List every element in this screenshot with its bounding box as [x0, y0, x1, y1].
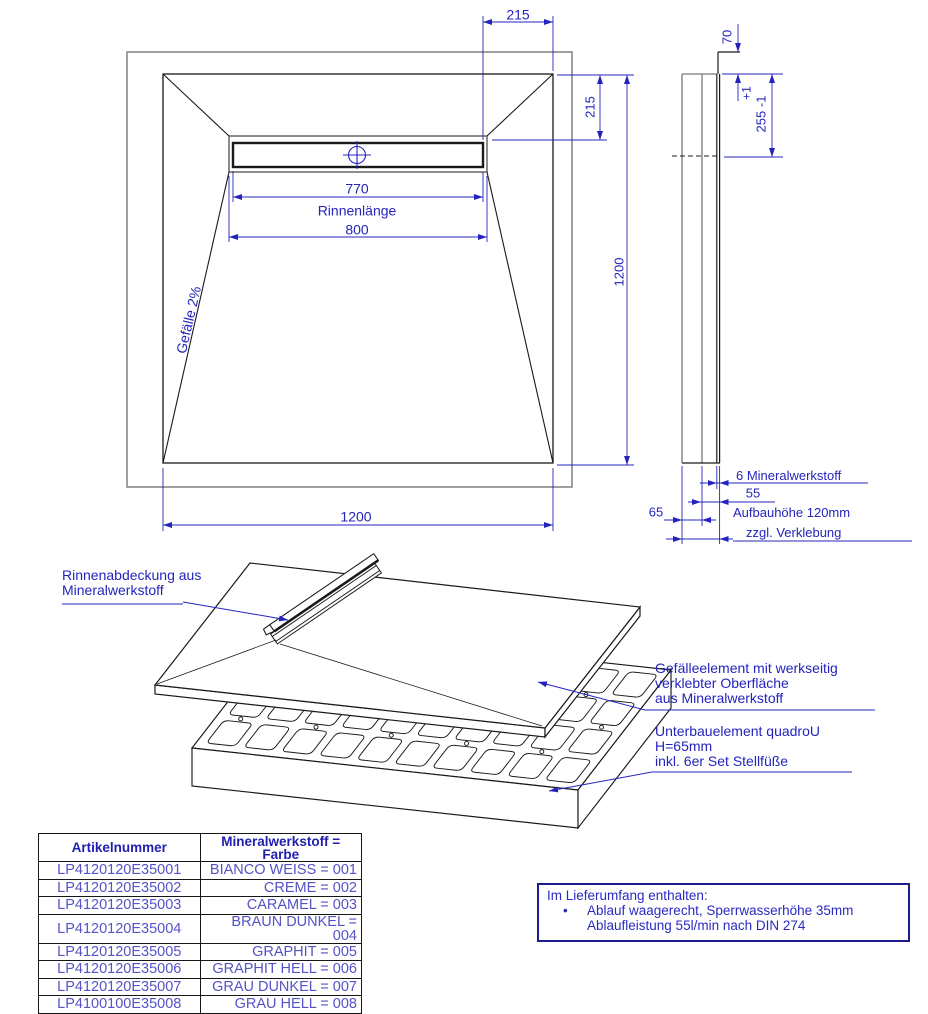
article-number: LP4120120E35007 — [39, 978, 201, 996]
dim-255: 255 -1 — [753, 95, 769, 133]
channel-length-label: Rinnenlänge — [317, 202, 397, 219]
color-code: CREME = 002 — [200, 879, 362, 897]
table-row — [39, 914, 362, 943]
delivery-scope-line1: Ablauf waagerecht, Sperrwasserhöhe 35mm — [587, 903, 854, 918]
color-code: GRAU DUNKEL = 007 — [200, 978, 362, 996]
plan-element-outline — [163, 74, 553, 463]
dim-channel-800: 800 — [345, 221, 369, 238]
table-row — [39, 897, 362, 915]
plan-dimension-lines — [163, 22, 627, 525]
article-number: LP4120120E35005 — [39, 943, 201, 961]
label-channel-cover: Rinnenabdeckung aus Mineralwerkstoff — [62, 567, 202, 598]
bullet-icon: • — [563, 903, 568, 918]
color-code: CARAMEL = 003 — [200, 897, 362, 915]
label-slope-element: Gefälleelement mit werkseitig verklebter Oberfläche aus Mineralwerkstoff — [655, 660, 838, 706]
article-number: LP4120120E35001 — [39, 862, 201, 880]
color-code: GRAU HELL = 008 — [200, 996, 362, 1014]
dim-55: 55 — [745, 485, 761, 501]
dim-bottom-1200: 1200 — [340, 508, 372, 525]
note-build-height-2: zzgl. Verklebung — [746, 525, 842, 540]
slope-percentage-label: Gefälle 2% — [173, 284, 205, 356]
delivery-scope-item — [563, 903, 908, 918]
article-number: LP4120120E35003 — [39, 897, 201, 915]
delivery-scope-line2: Ablaufleistung 55l/min nach DIN 274 — [587, 918, 806, 933]
article-number: LP4120120E35004 — [39, 914, 201, 943]
dim-65: 65 — [648, 504, 664, 520]
table-header-artikelnummer: Artikelnummer — [39, 834, 201, 862]
table-header-farbe: Mineralwerkstoff = Farbe — [200, 834, 362, 862]
dim-top-215: 215 — [506, 6, 530, 23]
dim-right-215: 215 — [582, 96, 598, 118]
plan-slope-fold-lines — [163, 74, 553, 463]
side-view-drawing — [664, 24, 912, 544]
color-code: GRAPHIT HELL = 006 — [200, 961, 362, 979]
plan-view-drawing — [127, 16, 634, 531]
dim-right-1200: 1200 — [611, 257, 627, 287]
dim-channel-770: 770 — [345, 180, 369, 197]
note-mineral-thickness: 6 Mineralwerkstoff — [736, 468, 842, 483]
color-code: BRAUN DUNKEL = 004 — [200, 914, 362, 943]
table-row — [39, 879, 362, 897]
dim-70: 70 — [719, 29, 735, 45]
table-header-row — [39, 834, 362, 862]
table-row — [39, 961, 362, 979]
delivery-scope-box — [537, 883, 910, 942]
table-row — [39, 996, 362, 1014]
table-row — [39, 943, 362, 961]
table-row — [39, 862, 362, 880]
article-number: LP4100100E35008 — [39, 996, 201, 1014]
article-table — [38, 833, 362, 1014]
table-row — [39, 978, 362, 996]
article-number: LP4120120E35002 — [39, 879, 201, 897]
note-build-height-1: Aufbauhöhe 120mm — [733, 505, 851, 520]
delivery-scope-title: Im Lieferumfang enthalten: — [547, 888, 708, 903]
label-base-element: Unterbauelement quadroU H=65mm inkl. 6er Set Stellfüße — [655, 723, 820, 769]
tolerance-plus: +1 — [739, 86, 754, 100]
article-number: LP4120120E35006 — [39, 961, 201, 979]
plan-extension-lines — [163, 16, 634, 531]
plan-outer-frame — [127, 52, 572, 487]
drain-symbol-icon — [343, 141, 371, 169]
color-code: GRAPHIT = 005 — [200, 943, 362, 961]
color-code: BIANCO WEISS = 001 — [200, 862, 362, 880]
